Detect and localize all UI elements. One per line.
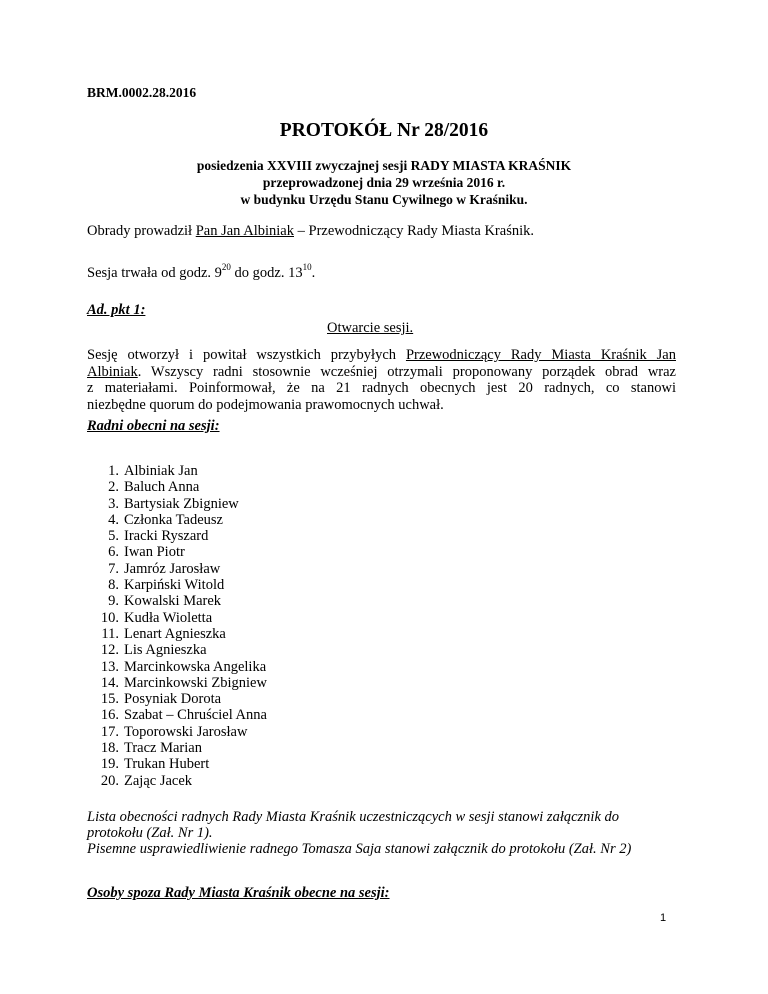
member-number: 15. <box>100 691 119 708</box>
list-item <box>87 496 267 512</box>
chair-prefix: Obrady prowadził <box>87 223 196 239</box>
other-attendees-heading: Osoby spoza Rady Miasta Kraśnik obecne na sesji: <box>87 885 390 901</box>
member-name: Kowalski Marek <box>124 593 222 610</box>
subtitle-line: przeprowadzonej dnia 29 września 2016 r. <box>262 175 506 190</box>
member-number: 6. <box>108 544 119 561</box>
member-number: 17. <box>100 723 119 740</box>
page-number: 1 <box>660 912 667 924</box>
chair-suffix: – Przewodniczący Rady Miasta Kraśnik. <box>294 223 534 239</box>
list-item <box>87 610 267 626</box>
member-name: Toporowski Jarosław <box>124 723 248 740</box>
list-item <box>87 512 267 528</box>
session-start-minutes: 20 <box>221 262 231 273</box>
list-item <box>87 675 267 691</box>
list-item <box>87 593 267 609</box>
list-item <box>87 707 267 723</box>
member-name: Jamróz Jarosław <box>124 560 221 577</box>
member-name: Lis Agnieszka <box>124 642 207 659</box>
agenda-item-label: Ad. pkt 1: <box>87 302 146 318</box>
document-subtitle <box>0 157 768 208</box>
member-name: Tracz Marian <box>124 740 202 757</box>
session-time <box>87 262 316 281</box>
member-number: 19. <box>100 756 119 773</box>
list-item <box>87 463 267 479</box>
list-item <box>87 561 267 577</box>
list-item <box>87 724 267 740</box>
member-number: 1. <box>108 463 119 479</box>
agenda-item-title: Otwarcie sesji. <box>327 320 414 336</box>
member-number: 9. <box>108 593 119 610</box>
member-name: Lenart Agnieszka <box>124 625 226 642</box>
opening-paragraph <box>87 347 676 413</box>
paragraph-line: z materiałami. Poinformował, że na 21 radnych obecnych jest 20 radnych, co stanowi <box>87 380 676 396</box>
member-number: 3. <box>108 495 119 512</box>
paragraph-text: Sesję otworzył i powitał wszystkich przybyłych <box>87 347 406 363</box>
member-name: Posyniak Dorota <box>124 691 222 708</box>
session-end-minutes: 10 <box>302 262 312 273</box>
member-name: Albiniak Jan <box>124 463 198 479</box>
note-line: protokołu (Zał. Nr 1). <box>87 825 213 841</box>
member-number: 10. <box>100 609 119 626</box>
subtitle-line: w budynku Urzędu Stanu Cywilnego w Kraśniku. <box>240 192 528 207</box>
document-reference: BRM.0002.28.2016 <box>87 85 197 100</box>
member-name: Zając Jacek <box>124 772 193 789</box>
paragraph-line <box>87 364 676 381</box>
member-name: Marcinkowski Zbigniew <box>124 674 267 691</box>
session-time-suffix: . <box>311 265 316 281</box>
member-number: 20. <box>100 772 119 789</box>
member-number: 4. <box>108 511 119 528</box>
list-item <box>87 691 267 707</box>
document-title: PROTOKÓŁ Nr 28/2016 <box>279 120 489 141</box>
member-name: Iracki Ryszard <box>124 528 209 545</box>
list-item <box>87 544 267 560</box>
list-item <box>87 528 267 544</box>
chair-reference: Przewodniczący Rady Miasta Kraśnik Jan <box>405 347 676 363</box>
member-number: 8. <box>108 577 119 594</box>
member-number: 2. <box>108 479 119 496</box>
member-name: Iwan Piotr <box>124 544 185 561</box>
member-number: 14. <box>100 674 119 691</box>
member-number: 12. <box>100 642 119 659</box>
list-item <box>87 642 267 658</box>
list-item <box>87 773 267 789</box>
member-name: Trukan Hubert <box>124 756 210 773</box>
list-item <box>87 577 267 593</box>
chair-name: Pan Jan Albiniak <box>195 223 294 239</box>
member-name: Członka Tadeusz <box>124 511 223 528</box>
member-number: 5. <box>108 528 119 545</box>
note-line: Lista obecności radnych Rady Miasta Kraśnik uczestniczących w sesji stanowi załącznik do <box>87 809 620 825</box>
paragraph-line: niezbędne quorum do podejmowania prawomocnych uchwał. <box>87 396 444 413</box>
member-name: Marcinkowska Angelika <box>124 658 267 675</box>
attendance-note <box>87 809 707 857</box>
member-name: Kudła Wioletta <box>124 609 213 626</box>
member-number: 18. <box>100 740 119 757</box>
present-members-heading: Radni obecni na sesji: <box>87 418 220 434</box>
member-name: Bartysiak Zbigniew <box>124 495 239 512</box>
member-number: 16. <box>100 707 119 724</box>
list-item <box>87 659 267 675</box>
list-item <box>87 626 267 642</box>
session-time-prefix: Sesja trwała od godz. 9 <box>87 265 222 281</box>
member-name: Baluch Anna <box>124 479 200 496</box>
session-time-middle: do godz. 13 <box>230 265 303 281</box>
member-number: 11. <box>101 625 119 642</box>
members-list <box>87 463 267 789</box>
chair-reference: Albiniak <box>87 363 138 380</box>
member-number: 7. <box>108 560 119 577</box>
chair-statement <box>87 223 534 239</box>
member-name: Szabat – Chruściel Anna <box>124 707 267 724</box>
paragraph-line <box>87 347 676 364</box>
paragraph-text: . Wszyscy radni stosownie wcześniej otrzymali proponowany porządek obrad wraz <box>137 363 676 380</box>
note-line: Pisemne usprawiedliwienie radnego Tomasza Saja stanowi załącznik do protokołu (Zał. Nr 2) <box>87 841 632 857</box>
list-item <box>87 756 267 772</box>
member-number: 13. <box>100 658 119 675</box>
list-item <box>87 479 267 495</box>
subtitle-line: posiedzenia XXVIII zwyczajnej sesji RADY MIASTA KRAŚNIK <box>196 158 572 173</box>
list-item <box>87 740 267 756</box>
member-name: Karpiński Witold <box>124 577 225 594</box>
